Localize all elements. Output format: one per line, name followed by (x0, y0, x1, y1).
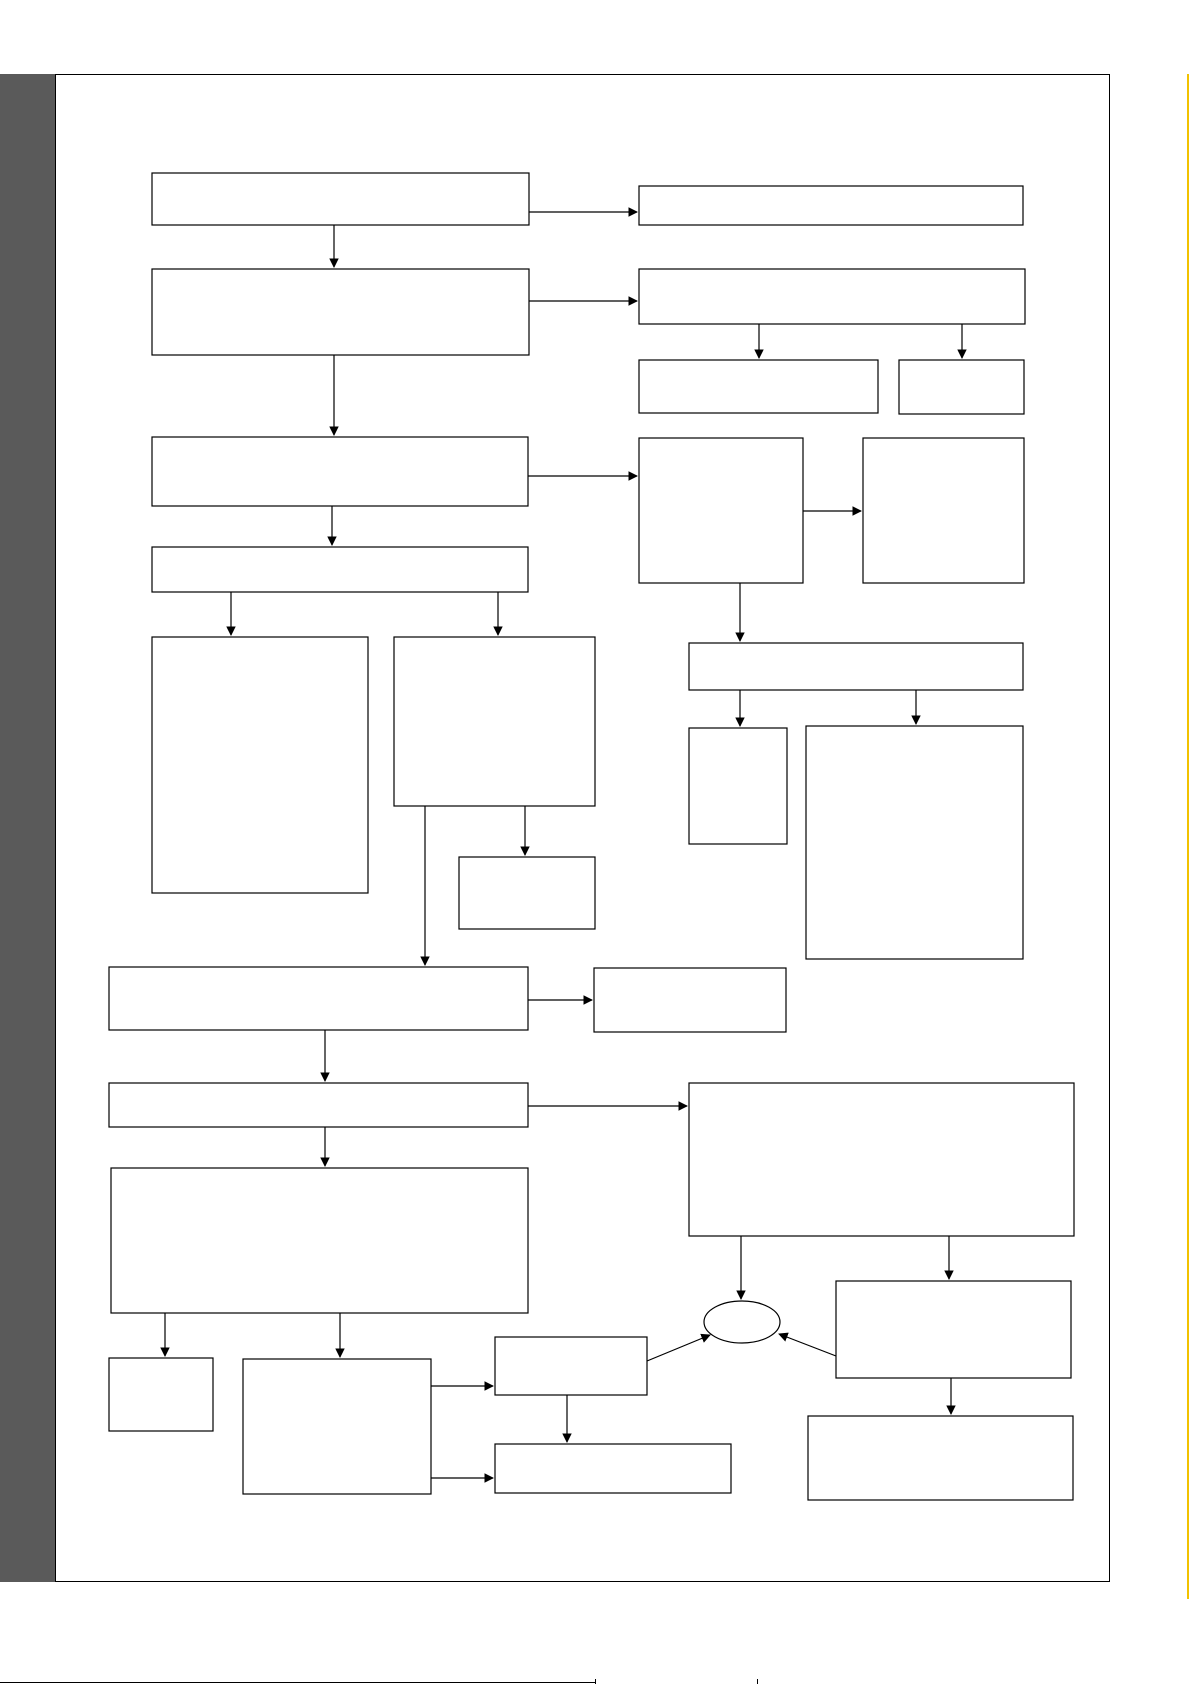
flow-box-4 (152, 547, 528, 592)
merge-node (704, 1301, 780, 1343)
edge-9-to-merge (647, 1335, 710, 1361)
flow-box-2-right (639, 269, 1025, 324)
flow-box-7-right (689, 1083, 1074, 1236)
flow-box-2-right-b (899, 360, 1024, 414)
flow-box-5-right-child (806, 726, 1023, 959)
flow-box-2 (152, 269, 529, 355)
flow-box-6-right (594, 968, 786, 1032)
flow-box-3 (152, 437, 528, 506)
flow-box-4-left-child (152, 637, 368, 893)
flow-box-5-left-child (689, 728, 787, 844)
flow-box-3-right (639, 438, 803, 583)
flow-box-8 (111, 1168, 528, 1313)
flow-box-1-right (639, 186, 1023, 225)
flow-box-4-right-grandchild (459, 857, 595, 929)
flow-box-1 (152, 173, 529, 225)
flow-box-6 (109, 967, 528, 1030)
flow-box-10-below (808, 1416, 1073, 1500)
flow-box-8-left-child (109, 1358, 213, 1431)
flow-box-8-right-child (243, 1359, 431, 1494)
flow-box-5 (689, 643, 1023, 690)
flow-box-9-below (495, 1444, 731, 1493)
flow-box-9 (495, 1337, 647, 1395)
flow-box-10 (836, 1281, 1071, 1378)
flow-box-2-right-a (639, 360, 878, 413)
flow-box-7 (109, 1083, 528, 1127)
flow-box-3-far-right (863, 438, 1024, 583)
flow-box-4-right-child (394, 637, 595, 806)
edge-10-to-merge (779, 1334, 836, 1356)
